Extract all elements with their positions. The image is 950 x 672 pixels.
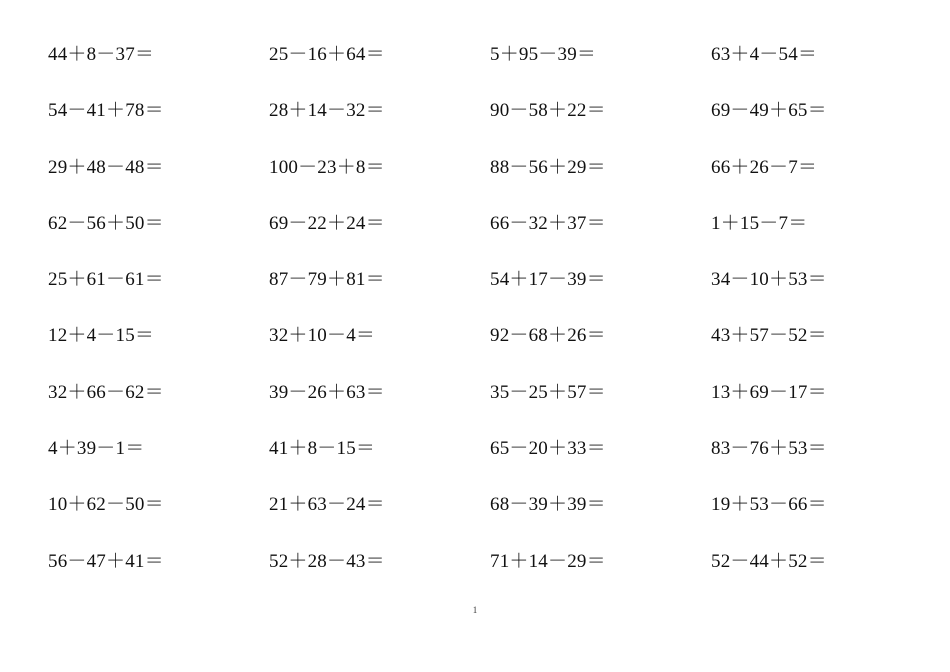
math-problem: 88－56＋29＝ bbox=[490, 156, 606, 178]
math-problem: 28＋14－32＝ bbox=[269, 100, 385, 122]
math-problem: 52－44＋52＝ bbox=[711, 550, 827, 572]
math-problem: 29＋48－48＝ bbox=[48, 156, 164, 178]
math-problem: 65－20＋33＝ bbox=[490, 438, 606, 460]
math-problem: 66－32＋37＝ bbox=[490, 212, 606, 234]
math-problem: 83－76＋53＝ bbox=[711, 438, 827, 460]
math-problem: 10＋62－50＝ bbox=[48, 494, 164, 516]
math-problem: 34－10＋53＝ bbox=[711, 269, 827, 291]
math-problem: 44＋8－37＝ bbox=[48, 44, 155, 65]
math-problem: 66＋26－7＝ bbox=[711, 156, 818, 178]
math-problem: 13＋69－17＝ bbox=[711, 381, 827, 403]
math-problem: 92－68＋26＝ bbox=[490, 325, 606, 347]
math-problem: 69－49＋65＝ bbox=[711, 100, 827, 122]
math-problem: 12＋4－15＝ bbox=[48, 325, 155, 347]
math-problem: 69－22＋24＝ bbox=[269, 212, 385, 234]
math-problem: 32＋66－62＝ bbox=[48, 381, 164, 403]
math-problem: 63＋4－54＝ bbox=[711, 44, 818, 65]
math-problem: 1＋15－7＝ bbox=[711, 212, 808, 234]
math-problem: 62－56＋50＝ bbox=[48, 212, 164, 234]
math-problem: 41＋8－15＝ bbox=[269, 438, 376, 460]
math-problem: 35－25＋57＝ bbox=[490, 381, 606, 403]
math-problem: 21＋63－24＝ bbox=[269, 494, 385, 516]
math-problem: 4＋39－1＝ bbox=[48, 438, 145, 460]
math-problem: 54＋17－39＝ bbox=[490, 269, 606, 291]
math-problem: 43＋57－52＝ bbox=[711, 325, 827, 347]
math-problem: 25－16＋64＝ bbox=[269, 44, 385, 65]
math-problem: 25＋61－61＝ bbox=[48, 269, 164, 291]
math-problem: 39－26＋63＝ bbox=[269, 381, 385, 403]
math-problem: 52＋28－43＝ bbox=[269, 550, 385, 572]
math-problem: 71＋14－29＝ bbox=[490, 550, 606, 572]
math-problem: 32＋10－4＝ bbox=[269, 325, 376, 347]
problem-grid bbox=[48, 44, 911, 607]
math-problem: 56－47＋41＝ bbox=[48, 550, 164, 572]
math-problem: 19＋53－66＝ bbox=[711, 494, 827, 516]
math-problem: 5＋95－39＝ bbox=[490, 44, 597, 65]
math-problem: 100－23＋8＝ bbox=[269, 156, 385, 178]
math-problem: 68－39＋39＝ bbox=[490, 494, 606, 516]
math-problem: 54－41＋78＝ bbox=[48, 100, 164, 122]
math-problem: 90－58＋22＝ bbox=[490, 100, 606, 122]
math-problem: 87－79＋81＝ bbox=[269, 269, 385, 291]
page-number: 1 bbox=[472, 605, 478, 615]
